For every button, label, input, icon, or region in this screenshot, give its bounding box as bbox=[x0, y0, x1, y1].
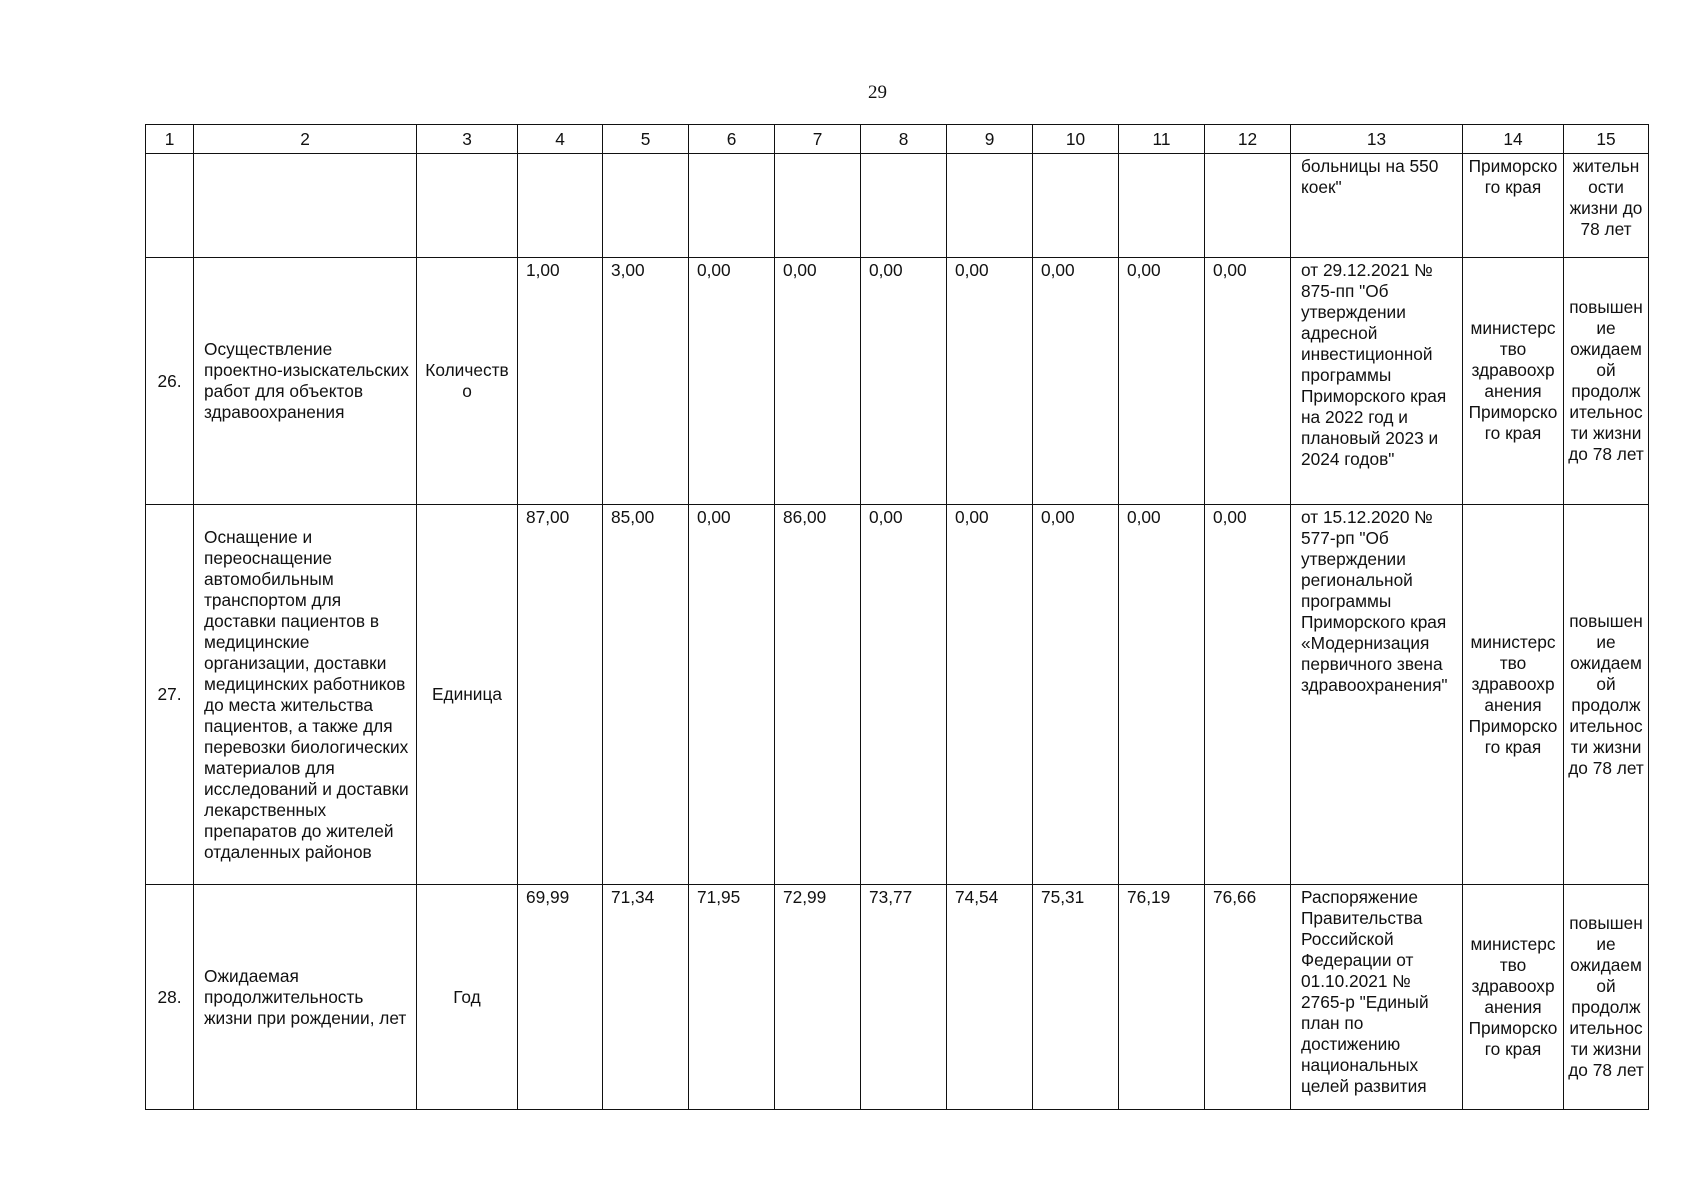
col-header-7: 7 bbox=[775, 125, 861, 154]
value-cell: 0,00 bbox=[947, 258, 1033, 505]
header-row bbox=[146, 125, 1649, 154]
value-cell: 86,00 bbox=[775, 505, 861, 885]
page-number: 29 bbox=[868, 82, 887, 103]
value-cell: 0,00 bbox=[775, 258, 861, 505]
col-header-4: 4 bbox=[518, 125, 603, 154]
col-header-5: 5 bbox=[603, 125, 689, 154]
value-cell: 3,00 bbox=[603, 258, 689, 505]
col-header-3: 3 bbox=[417, 125, 518, 154]
responsible-cell: министерство здравоохранения Приморского края bbox=[1463, 885, 1564, 1110]
measure-name: Ожидаемая продолжительность жизни при рождении, лет bbox=[194, 885, 417, 1110]
value-cell: 75,31 bbox=[1033, 885, 1119, 1110]
value-cell: 71,95 bbox=[689, 885, 775, 1110]
value-cell: 0,00 bbox=[1119, 505, 1205, 885]
value-cell: 0,00 bbox=[1033, 505, 1119, 885]
doc-cell: Распоряжение Правительства Российской Федерации от 01.10.2021 № 2765-р "Единый план по достижению национальных целей развития bbox=[1291, 885, 1463, 1110]
value-cell: 0,00 bbox=[1033, 258, 1119, 505]
unit-cell: Год bbox=[417, 885, 518, 1110]
value-cell: 72,99 bbox=[775, 885, 861, 1110]
measure-name: Осуществление проектно-изыскательских работ для объектов здравоохранения bbox=[194, 258, 417, 505]
value-cell: 76,19 bbox=[1119, 885, 1205, 1110]
col-header-12: 12 bbox=[1205, 125, 1291, 154]
value-cell: 0,00 bbox=[1205, 505, 1291, 885]
col-header-14: 14 bbox=[1463, 125, 1564, 154]
col-header-8: 8 bbox=[861, 125, 947, 154]
value-cell: 73,77 bbox=[861, 885, 947, 1110]
indicators-table bbox=[145, 124, 1649, 1110]
unit-cell: Количество bbox=[417, 258, 518, 505]
value-cell: 69,99 bbox=[518, 885, 603, 1110]
goal-cell: повышение ожидаемой продолжительности жизни до 78 лет bbox=[1564, 885, 1649, 1110]
col-header-6: 6 bbox=[689, 125, 775, 154]
table-row-continuation bbox=[146, 154, 1649, 258]
doc-cell: от 29.12.2021 № 875-пп "Об утверждении адресной инвестиционной программы Приморского края на 2022 год и плановый 2023 и 2024 годов" bbox=[1291, 258, 1463, 505]
value-cell: 0,00 bbox=[947, 505, 1033, 885]
col-header-15: 15 bbox=[1564, 125, 1649, 154]
table-row bbox=[146, 258, 1649, 505]
doc-cell: больницы на 550 коек" bbox=[1291, 154, 1463, 258]
col-header-2: 2 bbox=[194, 125, 417, 154]
value-cell: 74,54 bbox=[947, 885, 1033, 1110]
value-cell: 71,34 bbox=[603, 885, 689, 1110]
unit-cell: Единица bbox=[417, 505, 518, 885]
measure-name: Оснащение и переоснащение автомобильным транспортом для доставки пациентов в медицинские организации, доставки медицинских работников до места жительства пациентов, а также для перевозки биологических материалов для исследований и доставки лекарственных препаратов до жителей отдаленных районов bbox=[194, 505, 417, 885]
value-cell: 87,00 bbox=[518, 505, 603, 885]
goal-cell: жительности жизни до 78 лет bbox=[1564, 154, 1649, 258]
responsible-cell: министерство здравоохранения Приморского края bbox=[1463, 258, 1564, 505]
value-cell: 1,00 bbox=[518, 258, 603, 505]
table-row bbox=[146, 885, 1649, 1110]
goal-cell: повышение ожидаемой продолжительности жизни до 78 лет bbox=[1564, 258, 1649, 505]
row-number: 27. bbox=[146, 505, 194, 885]
table-row bbox=[146, 505, 1649, 885]
row-number: 28. bbox=[146, 885, 194, 1110]
value-cell: 0,00 bbox=[1205, 258, 1291, 505]
value-cell: 0,00 bbox=[861, 505, 947, 885]
col-header-1: 1 bbox=[146, 125, 194, 154]
col-header-10: 10 bbox=[1033, 125, 1119, 154]
responsible-cell: Приморского края bbox=[1463, 154, 1564, 258]
responsible-cell: министерство здравоохранения Приморского края bbox=[1463, 505, 1564, 885]
doc-cell: от 15.12.2020 № 577-рп "Об утверждении региональной программы Приморского края «Модернизация первичного звена здравоохранения" bbox=[1291, 505, 1463, 885]
value-cell: 0,00 bbox=[689, 258, 775, 505]
value-cell: 0,00 bbox=[861, 258, 947, 505]
value-cell: 0,00 bbox=[689, 505, 775, 885]
col-header-11: 11 bbox=[1119, 125, 1205, 154]
goal-cell: повышение ожидаемой продолжительности жизни до 78 лет bbox=[1564, 505, 1649, 885]
col-header-9: 9 bbox=[947, 125, 1033, 154]
value-cell: 0,00 bbox=[1119, 258, 1205, 505]
value-cell: 85,00 bbox=[603, 505, 689, 885]
value-cell: 76,66 bbox=[1205, 885, 1291, 1110]
col-header-13: 13 bbox=[1291, 125, 1463, 154]
row-number: 26. bbox=[146, 258, 194, 505]
